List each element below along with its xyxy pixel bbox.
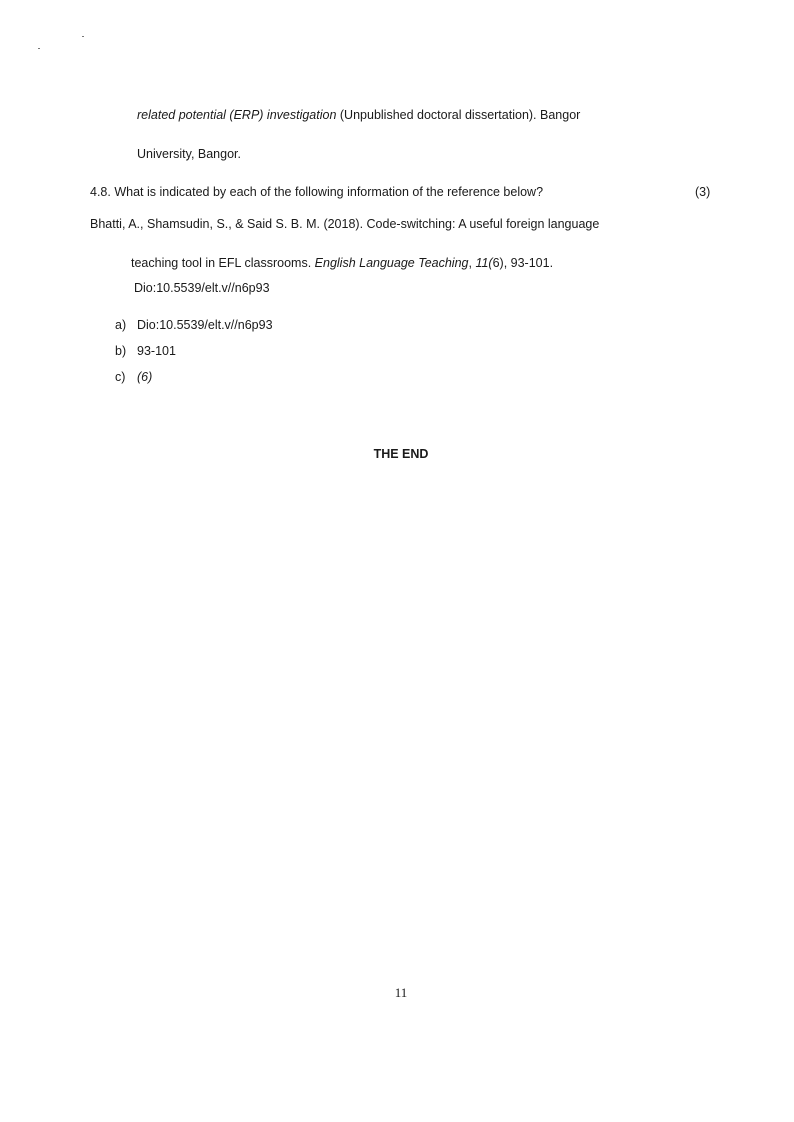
page-number: 11 — [394, 985, 408, 1000]
reference-line-2 — [131, 255, 553, 271]
journal-volume: 11( — [475, 256, 493, 270]
journal-issue-pages: 6), 93-101. — [492, 256, 554, 270]
list-item — [115, 317, 273, 333]
list-item-text: Dio:10.5539/elt.v//n6p93 — [137, 318, 273, 332]
list-item-text: (6) — [137, 370, 153, 384]
list-item-label: a) — [115, 318, 127, 332]
journal-name: English Language Teaching — [314, 256, 469, 270]
scan-speck — [38, 48, 40, 49]
article-title-end: teaching tool in EFL classrooms. — [131, 256, 315, 270]
list-item-label: c) — [115, 370, 126, 384]
dissertation-title: related potential (ERP) investigation — [137, 108, 337, 122]
scan-speck — [82, 36, 84, 37]
journal-comma: , — [468, 256, 476, 270]
question-text: 4.8. What is indicated by each of the following information of the reference below? — [90, 185, 544, 199]
list-item — [115, 343, 176, 359]
reference-line-1: Bhatti, A., Shamsudin, S., & Said S. B. M. (2018). Code-switching: A useful foreign language — [90, 217, 600, 231]
reference-doi: Dio:10.5539/elt.v//n6p93 — [134, 281, 270, 295]
list-item-text: 93-101 — [137, 344, 176, 358]
end-heading: THE END — [373, 447, 429, 461]
list-item — [115, 369, 152, 385]
reference-continuation-line-1 — [137, 107, 580, 123]
reference-continuation-line-2: University, Bangor. — [137, 147, 241, 161]
dissertation-info: (Unpublished doctoral dissertation). Bangor — [336, 108, 581, 122]
list-item-label: b) — [115, 344, 127, 358]
question-marks: (3) — [695, 185, 711, 199]
